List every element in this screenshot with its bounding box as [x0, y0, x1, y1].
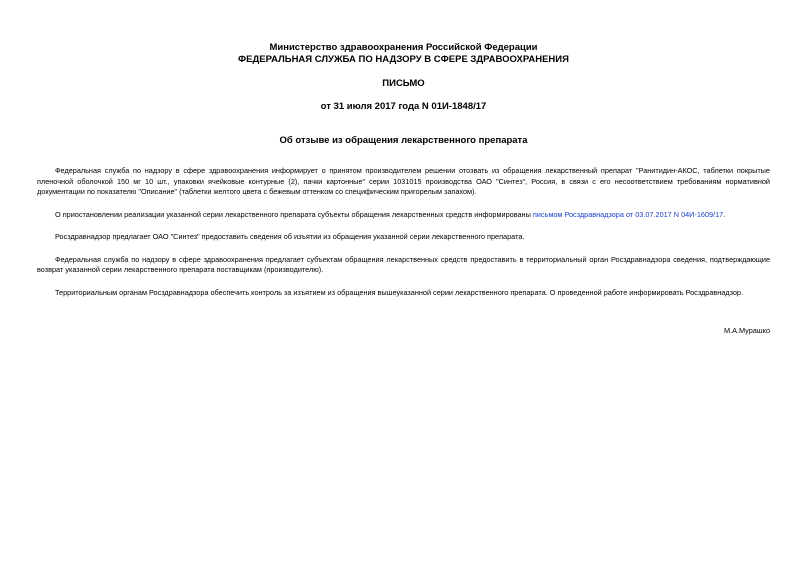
paragraph-suspension	[37, 210, 770, 221]
document-header	[37, 42, 770, 113]
ministry-name: Министерство здравоохранения Российской Федерации	[269, 42, 538, 53]
reference-letter-link[interactable]: письмом Росздравнадзора от 03.07.2017 N 04И-1609/17	[532, 209, 724, 219]
service-name: ФЕДЕРАЛЬНАЯ СЛУЖБА ПО НАДЗОРУ В СФЕРЕ ЗДРАВООХРАНЕНИЯ	[238, 54, 569, 65]
paragraph-suspension-end: .	[723, 209, 726, 219]
paragraph-suspension-text: О приостановлении реализации указанной серии лекарственного препарата субъекты обращения лекарственных средств информированы	[55, 209, 533, 219]
letter-date: от 31 июля 2017 года N 01И-1848/17	[320, 101, 487, 112]
letter-body	[37, 166, 770, 298]
document-page	[37, 42, 770, 336]
paragraph-subjects-request: Федеральная служба по надзору в сфере здравоохранения предлагает субъектам обращения лекарственных средств предоставить в территориальный орган Росздравнадзора сведения, подтверждающие возврат указанной серии лекарственного препарата поставщикам (производителю).	[37, 254, 770, 274]
signature: М.А.Мурашко	[723, 326, 770, 335]
letter-subject: Об отзыве из обращения лекарственного препарата	[279, 135, 528, 146]
letter-type: ПИСЬМО	[382, 78, 425, 89]
paragraph-manufacturer-request: Росздравнадзор предлагает ОАО "Синтез" предоставить сведения об изъятии из обращения указанной серии лекарственного препарата.	[55, 232, 525, 241]
paragraph-territorial-control: Территориальным органам Росздравнадзора обеспечить контроль за изъятием из обращения вышеуказанной серии лекарственного препарата. О проведенной работе информировать Росздравнадзор.	[55, 287, 744, 297]
paragraph-recall-notice: Федеральная служба по надзору в сфере здравоохранения информирует о принятом производителем решении отозвать из обращения лекарственный препарат "Ранитидин-АКОС, таблетки покрытые пленочной оболочкой 150 мг 10 шт., упаковки ячейковые контурные (2), пачки картонные" серии 1031015 производства ОАО "Синтез", Россия, в связи с его несоответствием требованиям нормативной документации по показателю "Описание" (таблетки желтого цвета с бежевым оттенком со специфическим пригорелым запахом).	[37, 166, 770, 196]
